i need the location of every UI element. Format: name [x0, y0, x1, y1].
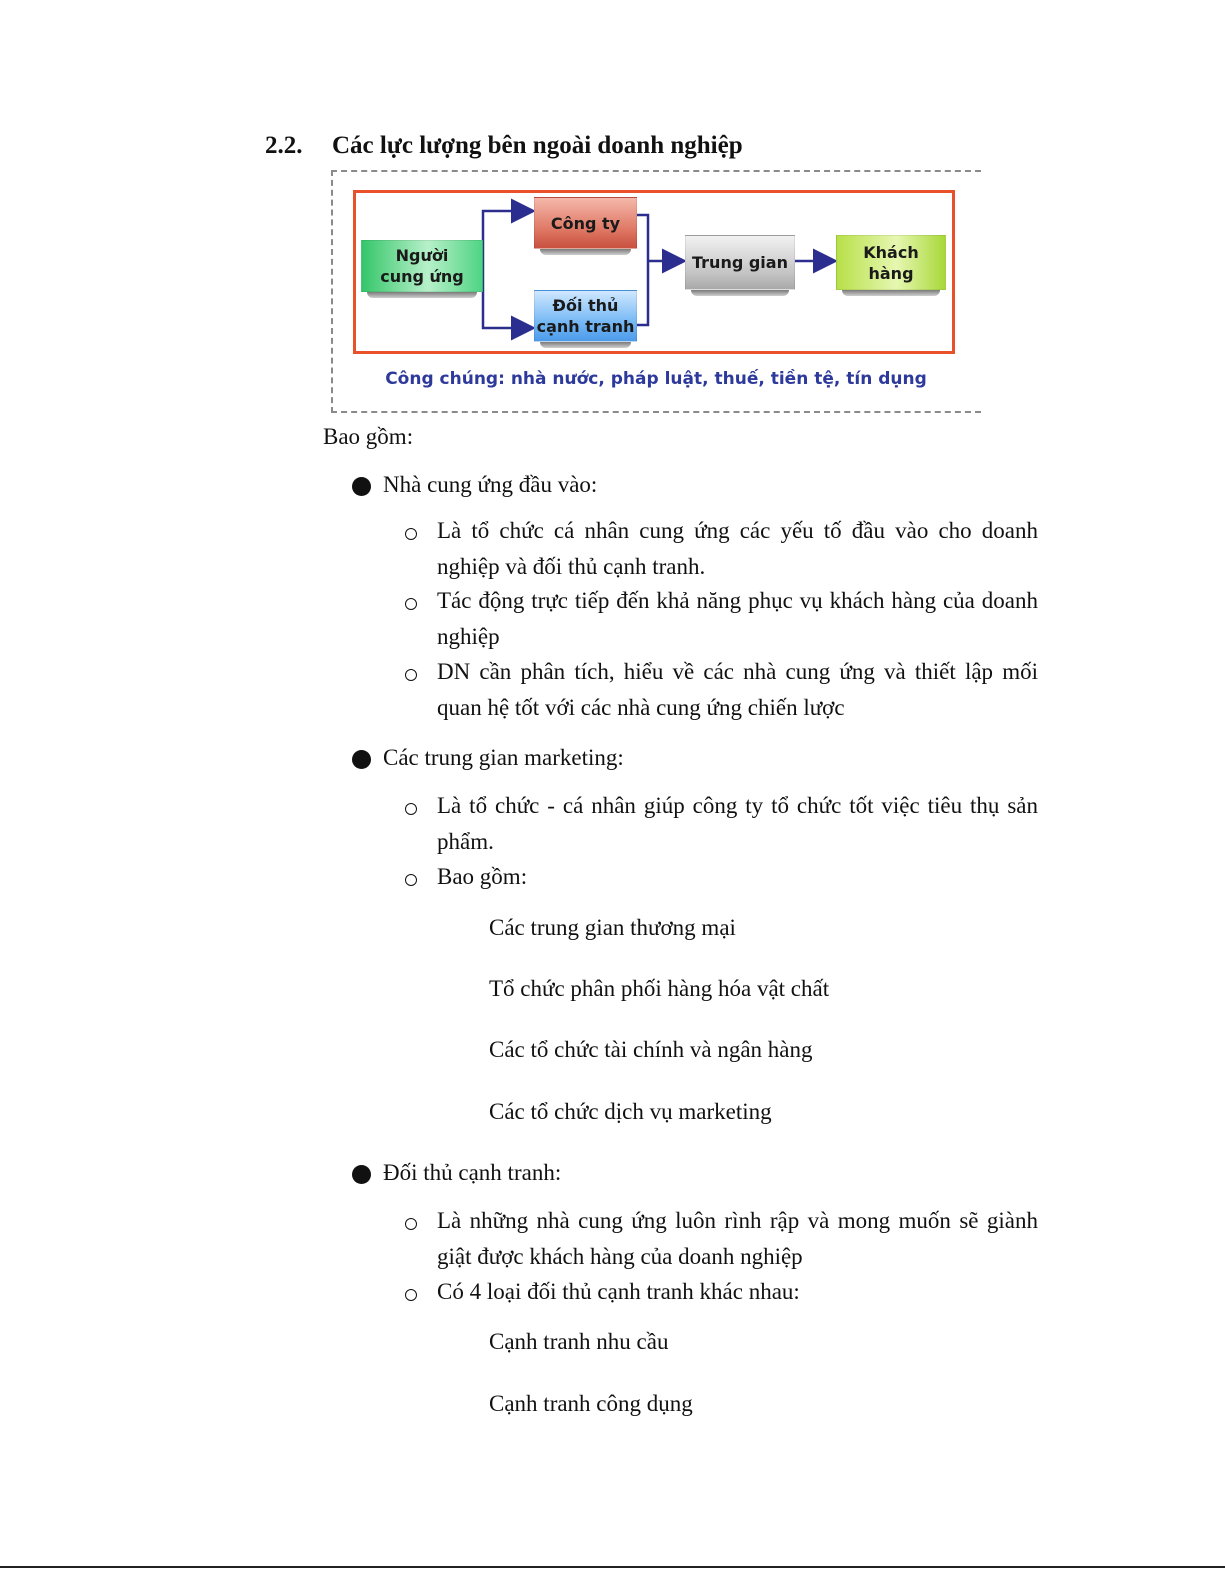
heading-title: Các lực lượng bên ngoài doanh nghiệp	[332, 132, 743, 159]
circle-bullet-icon	[405, 669, 417, 681]
circle-bullet-icon	[405, 528, 417, 540]
company-box	[534, 197, 637, 249]
customer-label: Khách hàng	[863, 242, 919, 283]
circle-bullet-icon	[405, 874, 417, 886]
list-item: Có 4 loại đối thủ cạnh tranh khác nhau:	[437, 1279, 800, 1304]
circle-bullet-icon	[405, 598, 417, 610]
page-bottom-rule	[0, 1566, 1225, 1568]
bullet-icon	[352, 477, 371, 496]
section-title-suppliers: Nhà cung ứng đầu vào:	[383, 472, 598, 497]
intro-text: Bao gồm:	[323, 424, 414, 449]
sub-list-item: Các tổ chức tài chính và ngân hàng	[489, 1037, 813, 1062]
sub-list-item: Các trung gian thương mại	[489, 915, 736, 940]
supplier-box	[361, 240, 483, 292]
bullet-icon	[352, 750, 371, 769]
section-heading	[265, 132, 743, 160]
arrow-supplier-to-rival	[483, 266, 531, 328]
supplier-box-shadow	[367, 292, 477, 298]
circle-bullet-icon	[405, 1218, 417, 1230]
connector-company-rival	[637, 215, 648, 325]
sub-list-item: Cạnh tranh công dụng	[489, 1391, 693, 1416]
intermediary-box	[685, 235, 795, 290]
list-item: Là tổ chức - cá nhân giúp công ty tổ chức tốt việc tiêu thụ sản phẩm.	[437, 793, 1038, 854]
intermediary-label: Trung gian	[692, 253, 788, 272]
rival-label: Đối thủ cạnh tranh	[536, 296, 635, 336]
supplier-label: Người cung ứng	[380, 246, 464, 286]
intermediary-box-shadow	[691, 290, 789, 296]
sub-list-item: Tổ chức phân phối hàng hóa vật chất	[489, 976, 830, 1001]
company-box-shadow	[540, 249, 631, 255]
sub-list-item: Các tổ chức dịch vụ marketing	[489, 1099, 772, 1124]
section-title-intermediaries: Các trung gian marketing:	[383, 745, 624, 770]
list-item: DN cần phân tích, hiểu về các nhà cung ứng và thiết lập mối quan hệ tốt với các nhà cung ứng chiến lược	[437, 659, 1038, 720]
list-item: Là những nhà cung ứng luôn rình rập và mong muốn sẽ giành giật được khách hàng của doanh nghiệp	[437, 1208, 1038, 1269]
company-label: Công ty	[550, 213, 621, 233]
rival-box-shadow	[540, 342, 631, 348]
customer-box-shadow	[842, 290, 940, 296]
diagram-caption: Công chúng: nhà nước, pháp luật, thuế, tiền tệ, tín dụng	[385, 369, 927, 389]
list-item: Bao gồm:	[437, 864, 528, 889]
bullet-icon	[352, 1165, 371, 1184]
list-item: Tác động trực tiếp đến khả năng phục vụ khách hàng của doanh nghiệp	[437, 588, 1038, 649]
sub-list-item: Cạnh tranh nhu cầu	[489, 1329, 669, 1354]
list-item: Là tổ chức cá nhân cung ứng các yếu tố đầu vào cho doanh nghiệp và đối thủ cạnh tranh.	[437, 518, 1038, 579]
heading-number: 2.2.	[265, 132, 303, 159]
circle-bullet-icon	[405, 1289, 417, 1301]
forces-diagram	[331, 170, 981, 413]
arrow-supplier-to-company	[483, 211, 531, 266]
circle-bullet-icon	[405, 803, 417, 815]
rival-box	[534, 290, 637, 342]
section-title-competitors: Đối thủ cạnh tranh:	[383, 1160, 562, 1185]
customer-box	[836, 235, 946, 290]
